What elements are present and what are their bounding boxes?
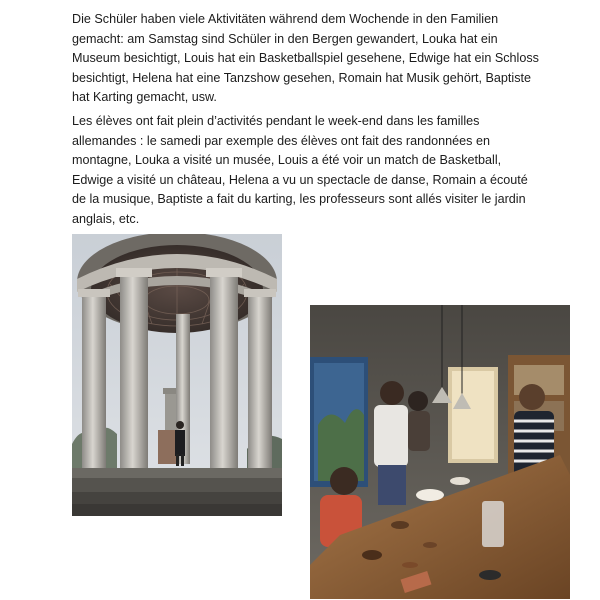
paragraph-german: Die Schüler haben viele Aktivitäten während dem Wochende in den Familien gemacht: am Samstag sind Schüler in den Bergen gewandert, Louka hat ein Museum besichtigt, Louis hat ein Basketballspiel gesehene, Edwige hat ein Schloss besichtigt, Helena hat eine Tanzshow gesehen, Romain hat Musik gehört, Baptiste hat Karting gemacht, usw. bbox=[72, 12, 539, 104]
paragraph-french: Les élèves ont fait plein d’activités pendant le week-end dans les familles allemandes : le samedi par exemple des élèves ont fait des randonnées en montagne, Louka a visité un musée, Louis a été voir un match de Basketball, Edwige a visité un château, Helena a vu un spectacle de danse, Romain a écouté de la musique, Baptiste a fait du karting, les professeurs sont allés visiter le jardin anglais, etc. bbox=[72, 114, 528, 226]
kitchen-illustration bbox=[310, 305, 570, 599]
kitchen-photo bbox=[310, 305, 570, 599]
temple-photo bbox=[72, 234, 282, 516]
temple-illustration bbox=[72, 234, 282, 516]
